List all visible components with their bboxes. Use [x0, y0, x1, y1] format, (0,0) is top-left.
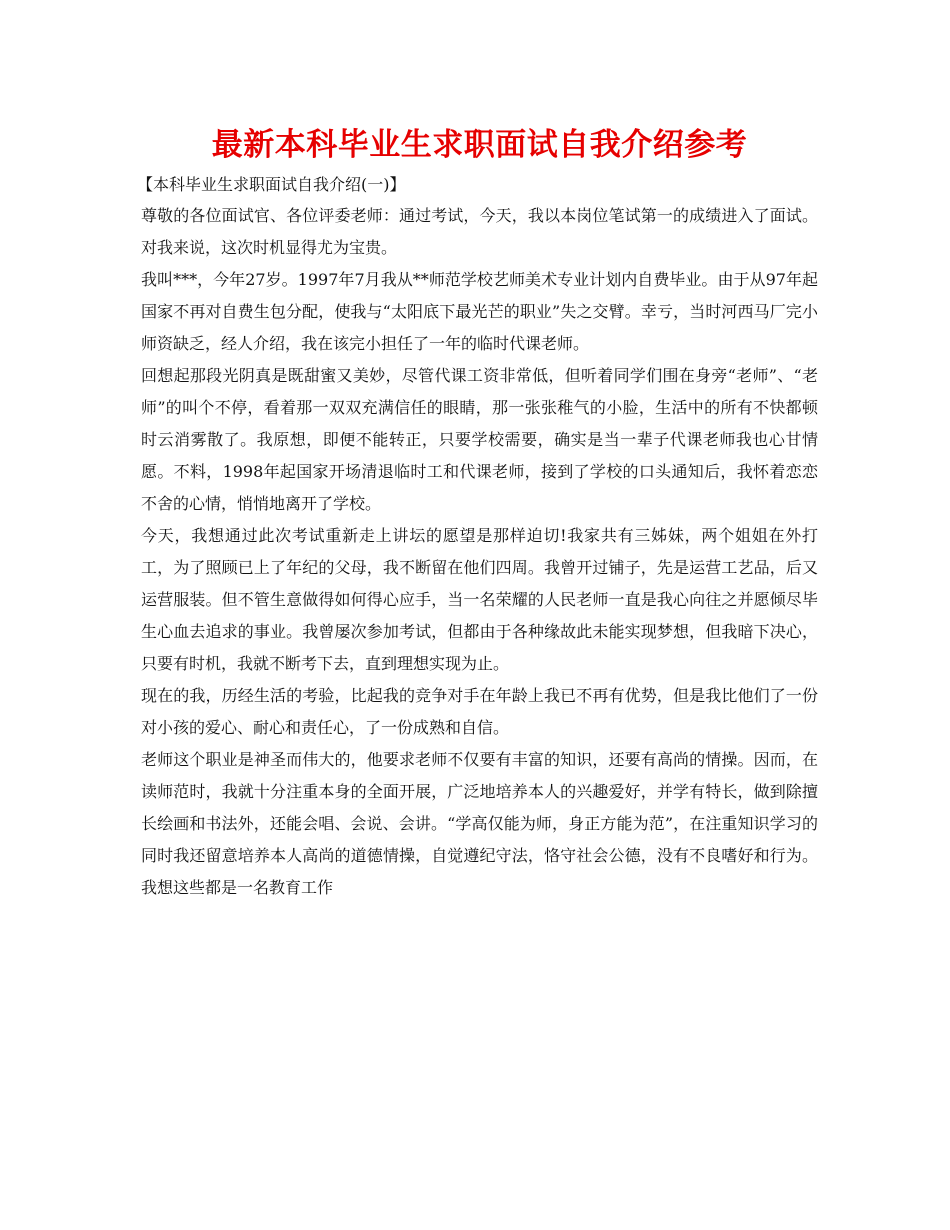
paragraph: 我叫***，今年27岁。1997年7月我从**师范学校艺师美术专业计划内自费毕业。由于从97年起国家不再对自费生包分配，使我与“太阳底下最光芒的职业”失之交臂。幸亏，当时河西马厂完小师资缺乏，经人介绍，我在该完小担任了一年的临时代课老师。	[141, 270, 818, 353]
paragraph: 尊敬的各位面试官、各位评委老师：通过考试，今天，我以本岗位笔试第一的成绩进入了面试。对我来说，这次时机显得尤为宝贵。	[141, 206, 818, 257]
paragraph: 老师这个职业是神圣而伟大的，他要求老师不仅要有丰富的知识，还要有高尚的情操。因而，在读师范时，我就十分注重本身的全面开展，广泛地培养本人的兴趣爱好，并学有特长，做到除擅长绘画和书法外，还能会唱、会说、会讲。“学高仅能为师，身正方能为范”，在注重知识学习的同时我还留意培养本人高尚的道德情操，自觉遵纪守法，恪守社会公德，没有不良嗜好和行为。我想这些都是一名教育工作	[141, 750, 818, 897]
paragraph: 回想起那段光阴真是既甜蜜又美妙，尽管代课工资非常低，但听着同学们围在身旁“老师”、“老师”的叫个不停，看着那一双双充满信任的眼睛，那一张张稚气的小脸，生活中的所有不快都顿时云消雾散了。我原想，即便不能转正，只要学校需要，确实是当一辈子代课老师我也心甘情愿。不料，1998年起国家开场清退临时工和代课老师，接到了学校的口头通知后，我怀着恋恋不舍的心情，悄悄地离开了学校。	[141, 366, 818, 513]
document-body	[141, 200, 818, 904]
section-heading: 【本科毕业生求职面试自我介绍(一)】	[137, 175, 406, 194]
paragraph: 今天，我想通过此次考试重新走上讲坛的愿望是那样迫切!我家共有三姊妹，两个姐姐在外打工，为了照顾已上了年纪的父母，我不断留在他们四周。我曾开过铺子，先是运营工艺品，后又运营服装。但不管生意做得如何得心应手，当一名荣耀的人民老师一直是我心向往之并愿倾尽毕生心血去追求的事业。我曾屡次参加考试，但都由于各种缘故此未能实现梦想，但我暗下决心，只要有时机，我就不断考下去，直到理想实现为止。	[141, 526, 818, 673]
document-title: 最新本科毕业生求职面试自我介绍参考	[211, 127, 748, 163]
paragraph: 现在的我，历经生活的考验，比起我的竞争对手在年龄上我已不再有优势，但是我比他们了一份对小孩的爱心、耐心和责任心，了一份成熟和自信。	[141, 686, 818, 737]
